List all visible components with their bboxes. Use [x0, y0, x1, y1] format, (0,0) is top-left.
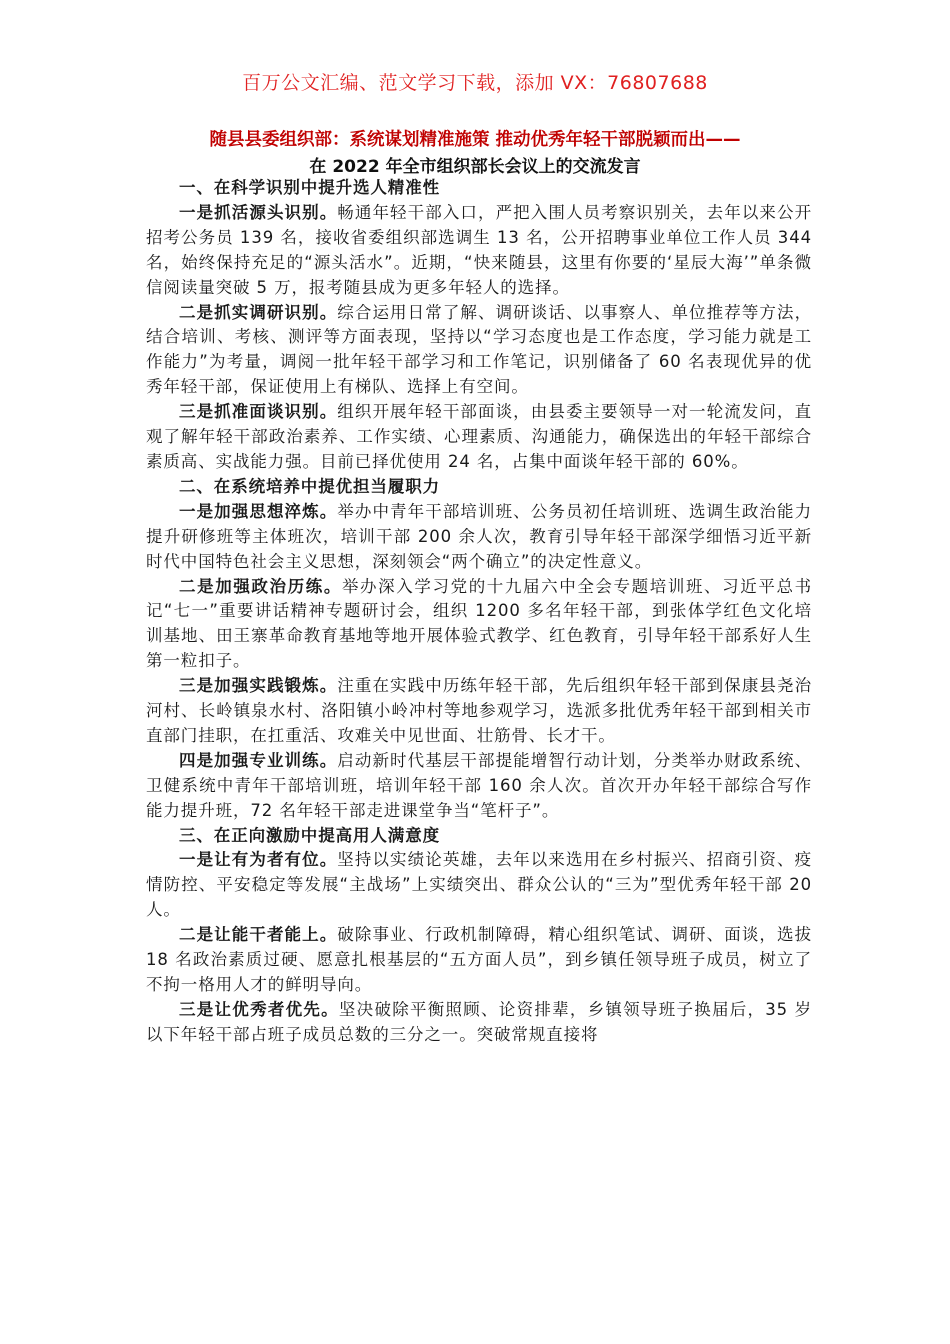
paragraph: [146, 400, 812, 475]
paragraph-lead: 三是抓准面谈识别。: [179, 402, 338, 422]
paragraph-text: 举办深入学习党的十九届六中全会专题培训班、习近平总书记“七一”重要讲话精神专题研讨会，组织 1200 多名年轻干部，到张体学红色文化培训基地、田王寨革命教育基地等地开展体验式教学、红色教育，引导年轻干部系好人生第一粒扣子。: [146, 576, 812, 671]
paragraph-lead: 二是加强政治历练。: [179, 576, 342, 596]
paragraph-lead: 一是加强思想淬炼。: [179, 501, 338, 521]
paragraph-text: 举办中青年干部培训班、公务员初任培训班、选调生政治能力提升研修班等主体班次，培训干部 200 余人次，教育引导年轻干部深学细悟习近平新时代中国特色社会主义思想，深刻领会“两个确立”的决定性意义。: [146, 501, 812, 571]
paragraph: [146, 923, 812, 998]
paragraph-text: 启动新时代基层干部提能增智行动计划，分类举办财政系统、卫健系统中青年干部培训班，培训年轻干部 160 余人次。首次开办年轻干部综合写作能力提升班，72 名年轻干部走进课堂争当“笔杆子”。: [146, 750, 812, 820]
paragraph-lead: 一是抓活源头识别。: [179, 202, 338, 222]
paragraph-text: 破除事业、行政机制障碍，精心组织笔试、调研、面谈，选拔 18 名政治素质过硬、愿意扎根基层的“五方面人员”，到乡镇任领导班子成员，树立了不拘一格用人才的鲜明导向。: [146, 925, 812, 994]
paragraph-text: 注重在实践中历练年轻干部，先后组织年轻干部到保康县尧治河村、长岭镇泉水村、洛阳镇小岭冲村等地参观学习，选派多批优秀年轻干部到相关市直部门挂职，在扛重活、攻难关中见世面、壮筋骨、长才干。: [146, 676, 812, 745]
paragraph-text: 坚持以实绩论英雄，去年以来选用在乡村振兴、招商引资、疫情防控、平安稳定等发展“主战场”上实绩突出、群众公认的“三为”型优秀年轻干部 20 人。: [146, 850, 812, 920]
paragraph: [146, 575, 812, 675]
document-title: 随县县委组织部：系统谋划精准施策 推动优秀年轻干部脱颖而出——: [209, 130, 741, 150]
document-body: [146, 176, 812, 1048]
paragraph-lead: 二是抓实调研识别。: [179, 302, 338, 322]
paragraph: [146, 500, 812, 575]
paragraph-text: 坚决破除平衡照顾、论资排辈，乡镇领导班子换届后，35 岁以下年轻干部占班子成员总数的三分之一。突破常规直接将: [146, 999, 812, 1044]
download-banner: 百万公文汇编、范文学习下载，添加 VX：76807688: [242, 72, 708, 94]
document-subtitle: 在 2022 年全市组织部长会议上的交流发言: [309, 157, 641, 177]
paragraph: [146, 998, 812, 1048]
paragraph-lead: 四是加强专业训练。: [179, 750, 338, 770]
paragraph: [146, 848, 812, 923]
paragraph-text: 畅通年轻干部入口，严把入围人员考察识别关，去年以来公开招考公务员 139 名，接收省委组织部选调生 13 名，公开招聘事业单位工作人员 344 名，始终保持充足的“源头活水”。近期，“快来随县，这里有你要的‘星辰大海’”单条微信阅读量突破 5 万，报考随县成为更多年轻人的选择。: [146, 202, 812, 297]
section-heading: 二、在系统培养中提优担当履职力: [179, 476, 440, 496]
paragraph-lead: 三是加强实践锻炼。: [179, 676, 338, 696]
paragraph: [146, 201, 812, 301]
paragraph-lead: 三是让优秀者优先。: [179, 999, 339, 1019]
paragraph-lead: 一是让有为者有位。: [179, 850, 338, 870]
paragraph: [146, 749, 812, 824]
section-heading: 三、在正向激励中提高用人满意度: [179, 825, 440, 845]
section-heading: 一、在科学识别中提升选人精准性: [179, 178, 440, 197]
paragraph-text: 综合运用日常了解、调研谈话、以事察人、单位推荐等方法，结合培训、考核、测评等方面表现，坚持以“学习态度也是工作态度，学习能力就是工作能力”为考量，调阅一批年轻干部学习和工作笔记，识别储备了 60 名表现优异的优秀年轻干部，保证使用上有梯队、选择上有空间。: [146, 302, 812, 397]
paragraph-text: 组织开展年轻干部面谈，由县委主要领导一对一轮流发问，直观了解年轻干部政治素养、工作实绩、心理素质、沟通能力，确保选出的年轻干部综合素质高、实战能力强。目前已择优使用 24 名，占集中面谈年轻干部的 60%。: [146, 402, 812, 471]
paragraph: [146, 674, 812, 749]
paragraph-lead: 二是让能干者能上。: [179, 925, 338, 945]
paragraph: [146, 301, 812, 401]
